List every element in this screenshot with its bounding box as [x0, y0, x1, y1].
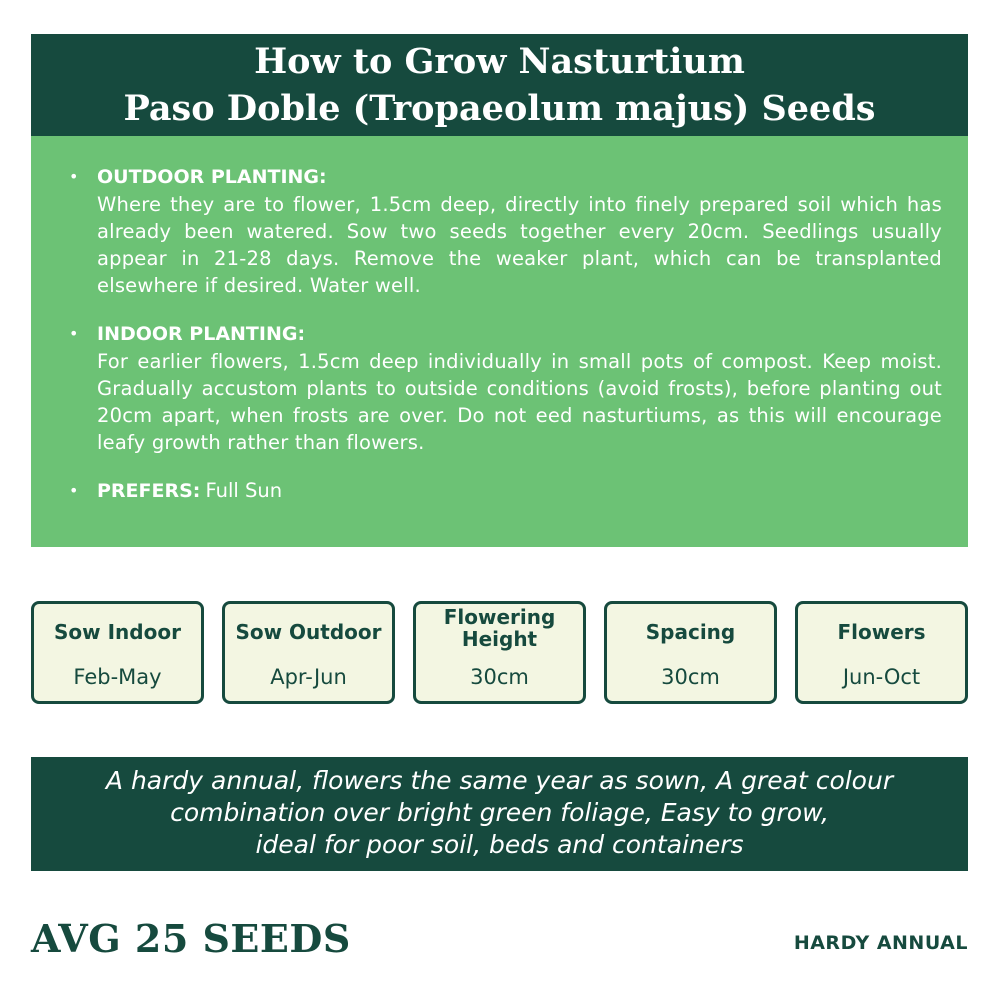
info-box-sow-indoor	[31, 601, 204, 704]
info-box-flowers	[795, 601, 968, 704]
info-box-value: Feb-May	[73, 665, 162, 689]
plant-type-label: HARDY ANNUAL	[793, 932, 968, 954]
info-box-title: Flowers	[837, 620, 926, 644]
tagline-line-2: combination over bright green foliage, Easy to grow,	[170, 798, 829, 827]
title-line-1: How to Grow Nasturtium	[254, 41, 745, 82]
seed-count: AVG 25 SEEDS	[31, 916, 351, 961]
title-line-2: Paso Doble (Tropaeolum majus) Seeds	[123, 88, 876, 129]
info-box-title: Spacing	[645, 620, 736, 644]
info-box-value: Apr-Jun	[270, 665, 347, 689]
info-box-spacing	[604, 601, 777, 704]
bullet-icon: •	[69, 481, 79, 500]
bullet-icon: •	[69, 324, 79, 343]
indoor-planting-label: INDOOR PLANTING:	[97, 323, 306, 345]
prefers-item	[67, 478, 942, 505]
prefers-label: PREFERS:	[97, 480, 201, 502]
info-box-value: Jun-Oct	[842, 665, 921, 689]
indoor-planting-item	[67, 321, 942, 456]
indoor-planting-text: For earlier flowers, 1.5cm deep individually in small pots of compost. Keep moist. Gradually accustom plants to outside conditions (avoid frosts), before planting out 20cm apart, when frosts are over. Do not eed nasturtiums, as this will encourage leafy growth rather than flowers.	[97, 350, 942, 454]
outdoor-planting-text: Where they are to flower, 1.5cm deep, directly into finely prepared soil which has already been watered. Sow two seeds together every 20cm. Seedlings usually appear in 21-28 days. Remove the weaker plant, which can be transplanted elsewhere if desired. Water well.	[97, 193, 942, 297]
info-box-value: 30cm	[661, 665, 720, 689]
info-box-value: 30cm	[470, 665, 529, 689]
tagline-banner	[31, 757, 968, 871]
outdoor-planting-item	[67, 164, 942, 299]
tagline-line-1: A hardy annual, flowers the same year as sown, A great colour	[105, 766, 894, 795]
info-box-title: Sow Outdoor	[235, 620, 382, 644]
page-title-banner	[31, 34, 968, 136]
info-box-title: Sow Indoor	[54, 620, 181, 644]
info-box-sow-outdoor	[222, 601, 395, 704]
outdoor-planting-label: OUTDOOR PLANTING:	[97, 166, 327, 188]
tagline-line-3: ideal for poor soil, beds and containers	[255, 830, 744, 859]
prefers-value: Full Sun	[205, 479, 283, 502]
info-box-flowering-height	[413, 601, 586, 704]
info-boxes	[31, 601, 968, 704]
instructions-panel	[31, 136, 968, 547]
info-box-title: Flowering Height	[443, 605, 556, 651]
bullet-icon: •	[69, 167, 79, 186]
